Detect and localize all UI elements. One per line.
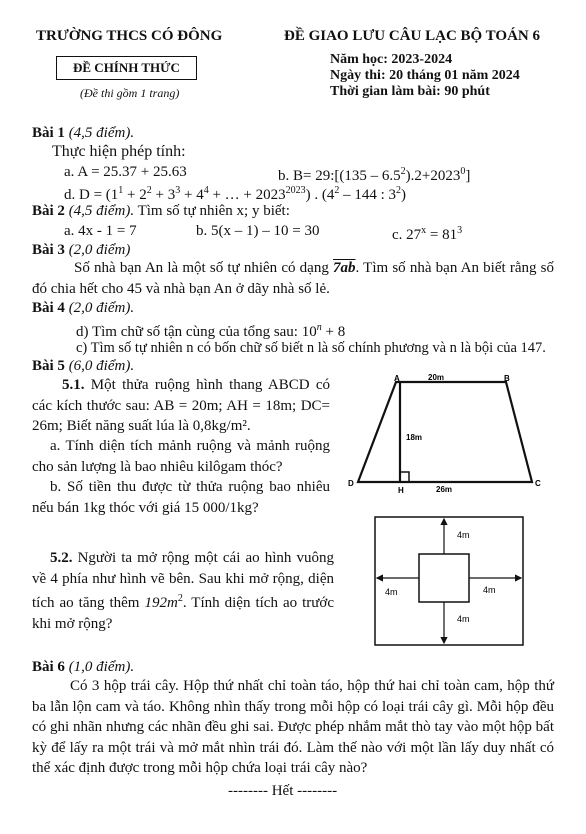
end-marker: -------- Hết -------- (228, 783, 338, 799)
q5-heading: Bài 5 (6,0 điểm). (32, 358, 135, 374)
q4-part-c: c) Tìm số tự nhiên n có bốn chữ số biết n là số chính phương và n là bội của 147. (76, 340, 546, 356)
q1-part-d: d. $D = (1^1 + 2^2 + 3^3 + 4^4$ + … + $2023^{2023}$) . ($4^2 - 144$ : $3^2$) (64, 185, 407, 203)
dc-length-label: 26m (436, 485, 453, 494)
top-extension-label: 4m (457, 530, 470, 540)
q3-text: Số nhà bạn An là một số tự nhiên có dạng 7ab. Tìm số nhà bạn An biết rằng số đó chia hết cho 45 và nhà bạn An ở dãy nhà số lẻ. (32, 260, 554, 297)
vertex-d-label: D (348, 479, 354, 488)
trapezoid-figure (346, 372, 546, 494)
school-name: TRƯỜNG THCS CÓ ĐÔNG (36, 28, 223, 44)
expanded-pond (375, 517, 523, 645)
q4-heading: Bài 4 (2,0 điểm). (32, 300, 135, 316)
exam-date: Ngày thi: 20 tháng 01 năm 2024 (330, 68, 520, 83)
exam-title: ĐỀ GIAO LƯU CÂU LẠC BỘ TOÁN 6 (284, 28, 541, 44)
q1-heading: Bài 1 (4,5 điểm). (32, 125, 135, 141)
school-year: Năm học: 2023-2024 (330, 52, 453, 67)
q5-1-part-a: a. Tính diện tích mảnh ruộng và mảnh ruộng cho sản lượng là bao nhiêu kilôgam thóc? (32, 438, 330, 475)
q6-heading: Bài 6 (1,0 điểm). (32, 659, 135, 675)
q1-part-b: b. B= 29:[(135 – $6.5^2).2+2023^0$] (278, 166, 471, 184)
trapezoid-shape (358, 382, 532, 482)
q2-part-c: c. $27^x = 81^3$ (392, 225, 463, 243)
exam-duration: Thời gian làm bài: 90 phút (330, 84, 490, 99)
bottom-extension-label: 4m (457, 614, 470, 624)
square-pond-figure (373, 515, 525, 647)
right-extension-label: 4m (483, 585, 496, 595)
right-angle-mark (400, 472, 409, 482)
q1-part-a: a. A = 25.37 + 25.63 (64, 164, 187, 180)
vertex-c-label: C (535, 479, 541, 488)
q5-1-text: 5.1. Một thửa ruộng hình thang ABCD có các kích thước sau: AB = 20m; AH = 18m; DC= 26m; Biết năng suất lúa là 0,8kg/m². (32, 377, 330, 434)
q3-heading: Bài 3 (2,0 điểm) (32, 242, 131, 258)
left-extension-label: 4m (385, 587, 398, 597)
q4-part-d: d) Tìm chữ số tận cùng của tổng sau: $10^n + 8$ (76, 322, 346, 340)
q2-part-b: b. 5(x – 1) – 10 = 30 (196, 223, 320, 239)
original-pond (419, 554, 469, 602)
q6-text: Có 3 hộp trái cây. Hộp thứ nhất chỉ toàn táo, hộp thứ hai chỉ toàn cam, hộp thứ ba lẫn lộn cam và táo. Không nhìn thấy trong mỗi hộp có loại trái cây gì. Mỗi hộp đều có ghi nhãn nhưng các nhãn đều ghi sai. Được phép nhắm mắt thò tay vào một hộp bất kỳ để lấy ra một trái và mở mắt nhìn trái đó. Làm thế nào với một lần lấy duy nhất có thể xác định được trong mỗi hộp chứa loại trái cây nào? (32, 678, 554, 776)
pages-note: (Đề thi gồm 1 trang) (80, 86, 180, 100)
ab-length-label: 20m (428, 373, 445, 382)
vertex-b-label: B (504, 374, 510, 383)
q5-1-part-b: b. Số tiền thu được từ thửa ruộng bao nhiêu nếu bán 1kg thóc với giá 15 000/1kg? (32, 479, 330, 516)
q2-part-a: a. 4x - 1 = 7 (64, 223, 137, 239)
ah-length-label: 18m (406, 433, 423, 442)
vertex-a-label: A (394, 374, 400, 383)
official-badge: ĐỀ CHÍNH THỨC (56, 56, 197, 80)
vertex-h-label: H (398, 486, 404, 494)
q5-2-text: 5.2. Người ta mở rộng một cái ao hình vuông về 4 phía như hình vẽ bên. Sau khi mở rộng, diện tích ao tăng thêm $192m^2$. Tính diện tích ao trước khi mở rộng? (32, 550, 335, 632)
q2-heading: Bài 2 (4,5 điểm). Tìm số tự nhiên x; y biết: (32, 203, 290, 219)
q1-intro: Thực hiện phép tính: (52, 143, 186, 160)
